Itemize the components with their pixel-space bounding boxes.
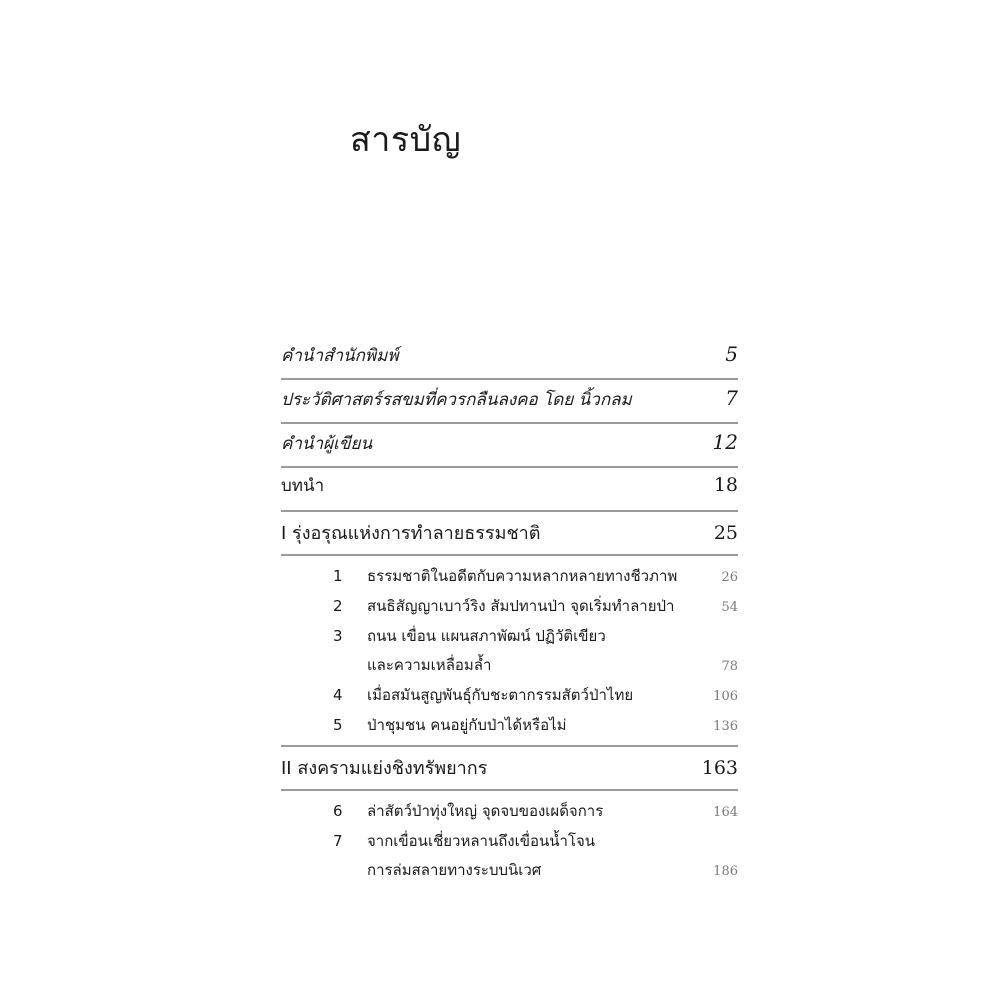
table-of-contents bbox=[281, 336, 738, 890]
part-title: I รุ่งอรุณแห่งการทำลายธรรมชาติ bbox=[281, 523, 541, 544]
part-heading bbox=[281, 747, 738, 791]
toc-entry bbox=[281, 336, 738, 380]
chapter-page: 136 bbox=[713, 719, 738, 734]
toc-entry-title: บทนำ bbox=[281, 476, 325, 496]
toc-entry-page: 12 bbox=[712, 430, 738, 454]
toc-entry-title: คำนำสำนักพิมพ์ bbox=[281, 346, 399, 366]
chapter-number: 7 bbox=[333, 832, 343, 850]
chapter-number: 5 bbox=[333, 716, 343, 734]
chapter-line bbox=[281, 711, 738, 741]
chapter-line bbox=[281, 827, 738, 856]
chapter-line bbox=[281, 651, 738, 681]
chapter-page: 54 bbox=[721, 600, 738, 615]
toc-entry-page: 5 bbox=[725, 342, 738, 366]
toc-entry bbox=[281, 424, 738, 468]
chapter-number: 2 bbox=[333, 597, 343, 615]
chapter-line bbox=[281, 562, 738, 592]
chapter-number: 3 bbox=[333, 627, 343, 645]
chapter-line bbox=[281, 592, 738, 622]
chapter-page: 164 bbox=[713, 805, 738, 820]
toc-entry-title: คำนำผู้เขียน bbox=[281, 434, 373, 454]
chapter-title: เมื่อสมันสูญพันธุ์กับชะตากรรมสัตว์ป่าไทย bbox=[367, 686, 634, 704]
chapter-line bbox=[281, 856, 738, 886]
part-heading bbox=[281, 512, 738, 556]
part-section bbox=[281, 512, 738, 747]
chapter-title: สนธิสัญญาเบาว์ริง สัมปทานป่า จุดเริ่มทำลายป่า bbox=[367, 597, 675, 615]
chapter-page: 106 bbox=[713, 689, 738, 704]
front-matter-list bbox=[281, 336, 738, 512]
chapter-title: การล่มสลายทางระบบนิเวศ bbox=[367, 861, 542, 879]
part-title: II สงครามแย่งชิงทรัพยากร bbox=[281, 758, 488, 779]
chapter-line bbox=[281, 797, 738, 827]
chapter-page: 186 bbox=[713, 864, 738, 879]
chapter-page: 78 bbox=[721, 659, 738, 674]
chapter-list bbox=[281, 791, 738, 890]
chapter-title: และความเหลื่อมล้ำ bbox=[367, 656, 492, 674]
chapter-title: ถนน เขื่อน แผนสภาพัฒน์ ปฏิวัติเขียว bbox=[367, 627, 606, 645]
parts-list bbox=[281, 512, 738, 890]
toc-entry-title: ประวัติศาสตร์รสขมที่ควรกลืนลงคอ โดย นิ้วกลม bbox=[281, 390, 632, 410]
chapter-number: 4 bbox=[333, 686, 343, 704]
toc-entry bbox=[281, 468, 738, 512]
chapter-page: 26 bbox=[721, 570, 738, 585]
chapter-number: 6 bbox=[333, 802, 343, 820]
chapter-title: ป่าชุมชน คนอยู่กับป่าได้หรือไม่ bbox=[367, 716, 567, 734]
chapter-number: 1 bbox=[333, 567, 343, 585]
page-title: สารบัญ bbox=[350, 120, 462, 160]
toc-entry-page: 7 bbox=[725, 386, 738, 410]
part-section bbox=[281, 747, 738, 890]
chapter-line bbox=[281, 622, 738, 651]
chapter-title: ล่าสัตว์ป่าทุ่งใหญ่ จุดจบของเผด็จการ bbox=[367, 802, 604, 820]
toc-entry bbox=[281, 380, 738, 424]
part-page: 163 bbox=[701, 757, 738, 779]
chapter-line bbox=[281, 681, 738, 711]
chapter-list bbox=[281, 556, 738, 745]
part-page: 25 bbox=[713, 522, 738, 544]
toc-entry-page: 18 bbox=[713, 474, 738, 496]
chapter-title: ธรรมชาติในอดีตกับความหลากหลายทางชีวภาพ bbox=[367, 567, 678, 585]
chapter-title: จากเขื่อนเชี่ยวหลานถึงเขื่อนน้ำโจน bbox=[367, 832, 596, 850]
